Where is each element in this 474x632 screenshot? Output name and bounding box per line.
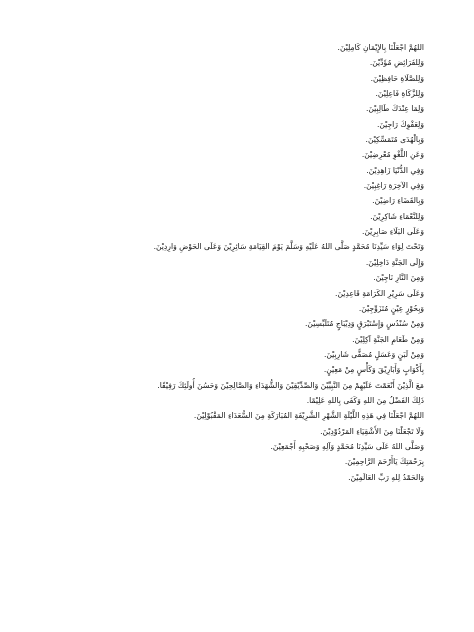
text-line: وَلِلفَرَائِضِ مُؤَدِّيْنَ. [369, 58, 424, 68]
text-line: وَفِي الآخِرَةِ رَاغِبِيْنَ. [363, 181, 424, 191]
text-line: وَبِحُوْرٍ عِيْنٍ مُتَزَوِّجِيْنَ. [358, 303, 424, 313]
text-line: وَفِي الدُّنْيَا زَاهِدِيْنَ. [366, 165, 424, 175]
text-line: وَلِلنَّعْمَاءِ شَاكِرِيْنَ. [370, 211, 424, 221]
prayer-text-block [44, 40, 424, 485]
text-line: ذَلِكَ الفَضْلُ مِنَ اللهِ وَكَفَى بِاللهِ عَلِيْمًا. [306, 395, 424, 405]
text-line: اللهُمَّ اجْعَلْنَا فِي هَذِهِ اللَّيْلَةِ الشَّهْرِ الشَّرِيْفَةِ المُبَارَكَةِ مِنَ السُّعَدَاءِ المَقْبُوْلِيْنَ. [193, 411, 424, 421]
text-line: وَتَحْتَ لِوَاءِ سَيِّدِنَا مُحَمَّدٍ صَلَّى اللهُ عَلَيْهِ وَسَلَّمَ يَوْمَ القِيَامَةِ سَائِرِيْنَ وَعَلَى الحَوْضِ وَارِدِيْنَ. [153, 242, 424, 252]
text-line: وَصَلَّى اللهُ عَلَى سَيِّدِنَا مُحَمَّدٍ وَآلِهِ وَصَحْبِهِ أَجْمَعِيْنَ. [270, 441, 424, 451]
text-line: وَبِالْهُدَى مُتَمَسِّكِيْنَ. [365, 135, 424, 145]
text-line: وَعَنِ اللَّغْوِ مُعْرِضِيْنَ. [361, 150, 424, 160]
text-line: وَعَلَى سَرِيْرِ الكَرَامَةِ قَاعِدِيْنَ. [335, 288, 424, 298]
text-line: بِأَكْوَابٍ وَأَبَارِيْقَ وَكَأْسٍ مِنْ مَعِيْنٍ. [323, 365, 424, 375]
text-line: وَبِالقَضَاءِ رَاضِيْنَ. [372, 196, 424, 206]
text-line: وَمِنَ النَّارِ نَاجِيْنَ. [373, 273, 424, 283]
text-line: وَمِنْ طَعَامِ الجَنَّةِ آكِلِيْنَ. [352, 334, 424, 344]
text-line: وَلِلزَّكَاةِ فَاعِلِيْنَ. [375, 89, 424, 99]
text-line: وَلِعَفْوِكَ رَاجِيْنَ. [376, 119, 424, 129]
text-line: مَعَ الَّذِيْنَ أَنْعَمْتَ عَلَيْهِمْ مِنَ النَّبِيِّيْنَ وَالصِّدِّيْقِيْنَ وَالشُّهَدَاءِ وَالصَّالِحِيْنَ وَحَسُنَ أُولَئِكَ رَفِيْقًا. [157, 380, 424, 390]
text-line: اللهُمَّ اجْعَلْنَا بِالإِيْمَانِ كَامِلِيْنَ. [337, 43, 424, 52]
text-line: وَإِلَى الجَنَّةِ دَاخِلِيْنَ. [365, 257, 424, 267]
text-line: وَمِنْ سُنْدُسٍ وَإِسْتَبْرَقٍ وَدِيْبَاجٍ مُتَلَبِّسِيْنَ. [305, 319, 424, 329]
text-line: بِرَحْمَتِكَ يَاأَرْحَمَ الرَّاحِمِيْنَ. [344, 457, 424, 467]
text-line: وَعَلَى البَلَاءِ صَابِرِيْنَ. [361, 227, 424, 237]
text-line: وَلِلصَّلَاةِ حَافِظِيْنَ. [370, 73, 424, 83]
text-line: وَلَا تَجْعَلْنَا مِنَ الأَشْقِيَاءِ المَرْدُوْدِيْنَ. [320, 426, 424, 436]
text-line: وَالحَمْدُ لِلهِ رَبِّ العَالَمِيْنَ. [348, 472, 424, 482]
text-line: وَمِنْ لَبَنٍ وَعَسَلٍ مُصَفًّى شَارِبِيْنَ. [323, 349, 424, 359]
text-line: وَلِمَا عِنْدَكَ طَالِبِيْنَ. [365, 104, 424, 114]
